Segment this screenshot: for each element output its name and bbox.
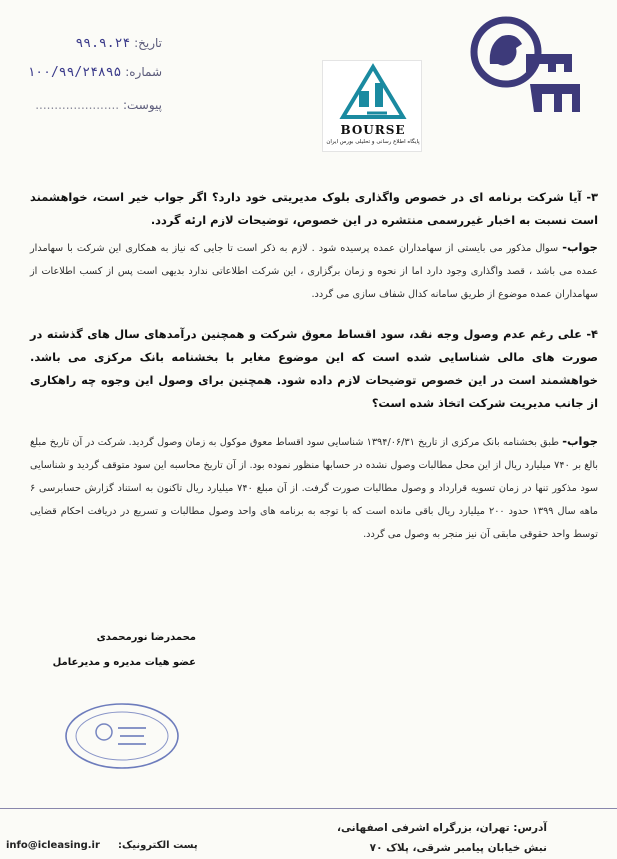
- bourse-logo: [322, 60, 422, 152]
- bourse-name: BOURSE: [340, 123, 406, 137]
- question-4-number: ۴-: [586, 327, 598, 341]
- question-4: [30, 323, 598, 415]
- question-4-text: علی رغم عدم وصول وجه نقد، سود اقساط معوق شرکت و همچنین درآمدهای سال های گذشته در صورت های مالی شناسایی شده است که این موضوع مغایر با بخشنامه بانک مرکزی می باشد. خواهشمند است در این خصوص توضیحات لازم داده شود. همچنین برای وصول این وجوه چه راهکاری از جانب مدیریت شرکت اتخاذ شده است؟: [30, 327, 598, 410]
- attachment-value: ......................: [35, 98, 120, 112]
- question-3: [30, 186, 598, 232]
- email-address: info@icleasing.ir: [6, 840, 100, 851]
- date-line: [75, 36, 162, 51]
- answer-4-key: جواب-: [562, 434, 598, 448]
- attachment-label: پیوست:: [122, 98, 162, 112]
- company-stamp-icon: [62, 700, 182, 772]
- company-logo-icon: [468, 14, 586, 132]
- answer-3-key: جواب-: [562, 240, 598, 254]
- number-line: [27, 65, 162, 80]
- question-3-number: ۳-: [586, 190, 598, 204]
- attachment-line: [35, 98, 162, 112]
- signatory-name: محمدرضا نورمحمدی: [96, 632, 196, 643]
- signatory-title: عضو هیات مدیره و مدیرعامل: [52, 657, 196, 668]
- question-3-text: آیا شرکت برنامه ای در خصوص واگذاری بلوک مدیریتی خود دارد؟ اگر جواب خیر است، خواهشمند است نسبت به اخبار غیررسمی منتشره در این خصوص، توضیحات لازم ارئه گردد.: [30, 190, 598, 227]
- address-line-1: آدرس: تهران، بزرگراه اشرفی اصفهانی،: [337, 822, 547, 834]
- number-value: ۱۰۰/۹۹/۲۴۸۹۵: [27, 65, 122, 80]
- answer-4: [30, 430, 598, 546]
- footer-divider: [0, 808, 617, 809]
- bourse-logo-icon: [323, 61, 423, 123]
- date-label: تاریخ:: [134, 36, 162, 50]
- address-line-2: نبش خیابان پیامبر شرقی، پلاک ۷۰: [369, 842, 547, 854]
- number-label: شماره:: [125, 65, 162, 79]
- email-label: پست الکترونیک:: [118, 840, 198, 851]
- answer-4-text: طبق بخشنامه بانک مرکزی از تاریخ ۱۳۹۴/۰۶/۳۱ شناسایی سود اقساط معوق موکول به زمان وصول گردید. شرکت در آن تاریخ مبلغ بالغ بر ۷۴۰ میلیارد ریال از این محل مطالبات وصول نشده در حسابها منظور نموده بود. از آن تاریخ محاسبه این سود متوقف گردید و شناسایی سود مذکور تنها در زمان تسویه قرارداد و وصول مطالبات صورت گرفت. از آن مبلغ ۷۴۰ میلیارد ریال تاکنون به استناد گزارش حسابرسی ۶ ماهه سال ۱۳۹۹ حدود ۲۰۰ میلیارد ریال باقی مانده است که با توجه به برنامه های واحد وصول مطالبات و تسریع در دریافت احکام قضایی توسط واحد حقوقی مابقی آن نیز منجر به وصول می گردد.: [30, 437, 599, 540]
- date-value: ۹۹.۹.۲۴: [75, 36, 131, 51]
- bourse-subtitle: پایگاه اطلاع رسانی و تحلیلی بورس ایران: [326, 139, 420, 145]
- answer-3: [30, 236, 598, 306]
- answer-3-text: سوال مذکور می بایستی از سهامداران عمده پرسیده شود . لازم به ذکر است تا جایی که نیاز به همکاری این شرکت با سهامدار عمده می باشد ، قصد واگذاری وجود دارد اما از نحوه و زمان برگزاری ، این شرکت اطلاعاتی ندارد بدیهی است پس از کسب اطلاعات از سهامداران عمده موضوع از طریق سامانه کدال شفاف سازی می گردد.: [30, 243, 598, 300]
